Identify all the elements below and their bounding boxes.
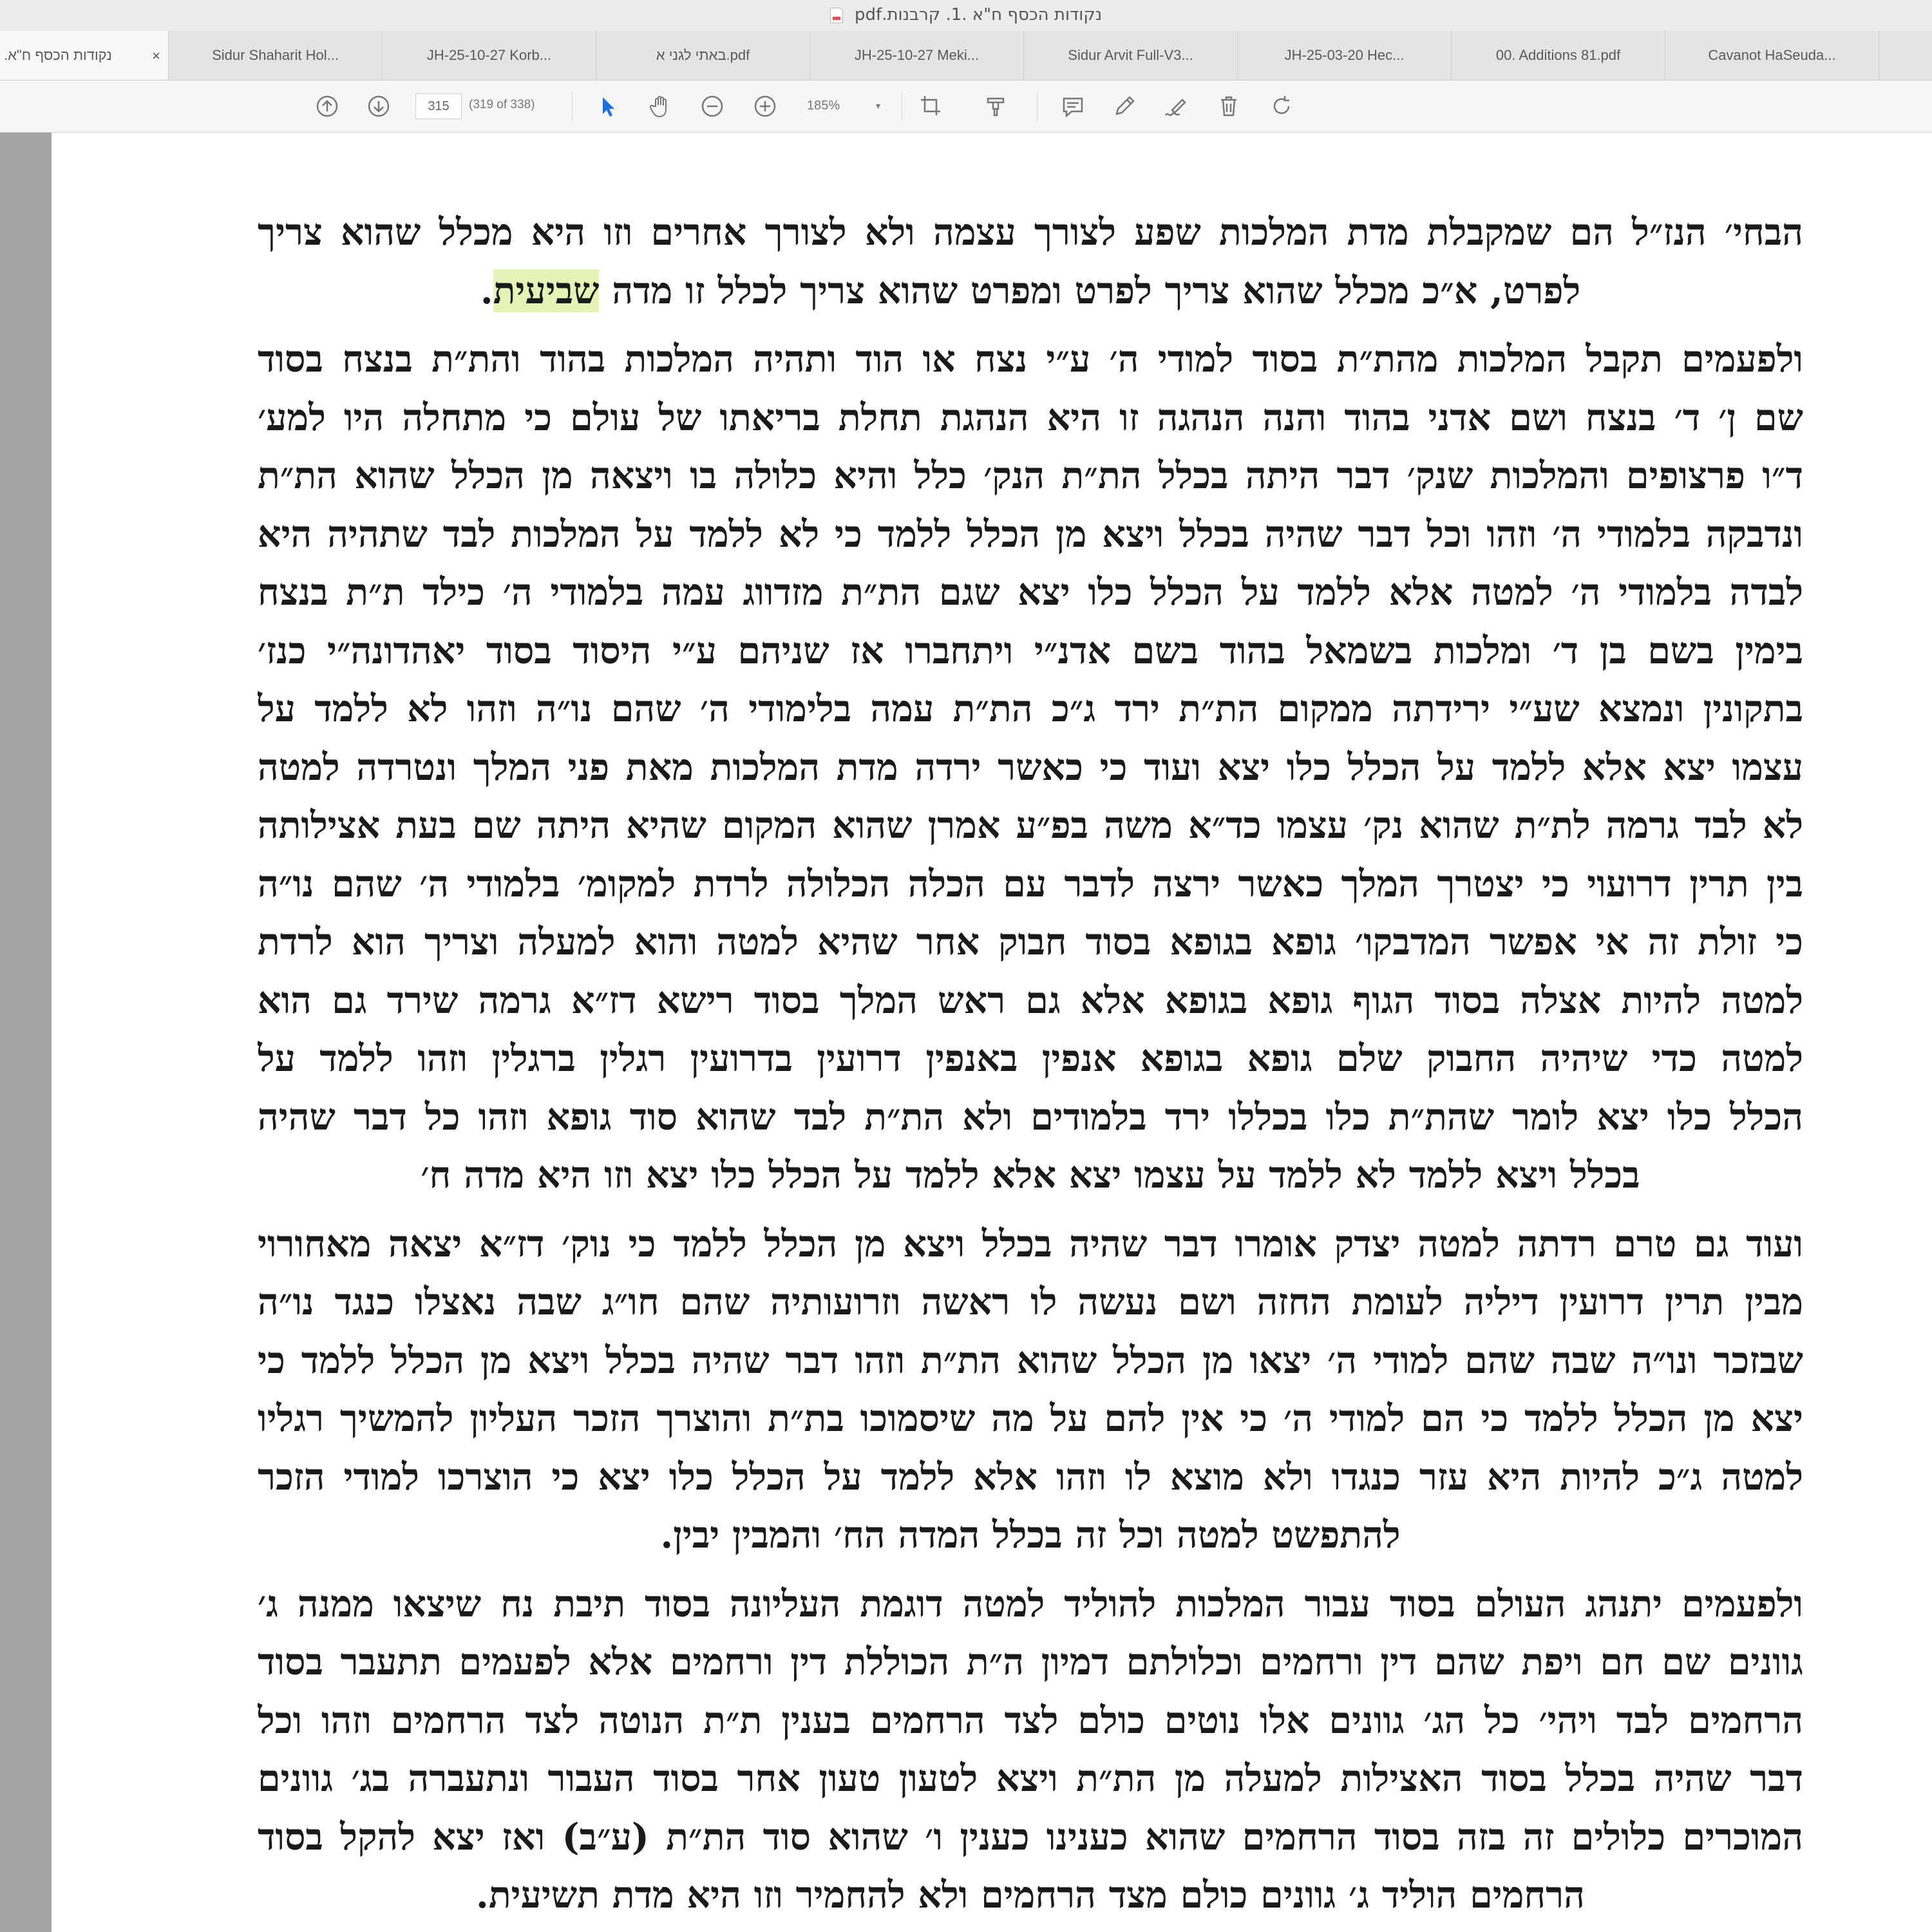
text-line: למטה כדי שיהיה החבוק שלם גופא בגופא אנפין באנפין דרועין בדרועין רגלין ברגלין וזהו ללמד על: [258, 1037, 1803, 1080]
tab-nekudot-hakesef[interactable]: [0, 31, 169, 80]
text-line: שם ן׳ ד׳ בנצח ושם אדני בהוד והנה הנהגה זו היא הנהגת תחלת בריאתו של עולם כי מתחלה היו למע׳: [258, 395, 1803, 439]
zoom-value: 185%: [807, 98, 840, 113]
highlight-tool-icon[interactable]: [979, 90, 1012, 123]
rotate-icon[interactable]: [1265, 90, 1299, 123]
zoom-out-icon[interactable]: [696, 90, 729, 123]
text-line: יצא מן הכלל ללמד כי הם למודי ה׳ כי אין להם על מה שיסמוכו בת״ת והוצרך הזכר העליון להמשיך רגליו: [258, 1397, 1803, 1440]
pdf-document-icon: [830, 8, 843, 23]
tab-label: נקודות הכסף ח"א.: [4, 47, 112, 63]
paragraph-2: [258, 330, 1803, 1205]
text-line: הבחי׳ הנז״ל הם שמקבלת מדת המלכות שפע לצורך עצמה ולא לצורך אחרים וזו היא מכלל שהוא צריך: [258, 211, 1803, 254]
text-line: למטה להיות אצלה בסוד הגוף גופא בגופא אלא גם ראש המלך בסוד רישא דז״א גרמה שירד גם הוא: [258, 978, 1803, 1022]
tab-sidur-shaharit[interactable]: [169, 31, 383, 80]
tab-bati-legani[interactable]: [596, 31, 810, 80]
text-line: גוונים שם חם ויפת שהם דין ורחמים וכלולתם דמיון ה״ת הכוללת דין ורחמים אלא לפעמים תתעבר בסוד: [258, 1640, 1803, 1683]
tab-jh-meki[interactable]: [810, 31, 1024, 80]
text-line: הכלל כלו יצא לומר שהת״ת כלו בכללו ירד בלמודים ולא הת״ת לבד שהוא סוד גופא וזהו כל דבר שהיה: [258, 1095, 1803, 1139]
page-number-value: 315: [428, 99, 450, 113]
toolbar-divider: [572, 92, 573, 120]
text-line: לבדה בלמודי ה׳ למטה אלא ללמד על הכלל כלו יצא שגם הת״ת מזדווג עמה בלמודי ה׳ כילד ת״ת בנצח: [258, 571, 1803, 614]
zoom-in-icon[interactable]: [748, 90, 782, 123]
toolbar: [0, 80, 1932, 133]
sidebar-gutter: [0, 133, 52, 1932]
tab-sidur-arvit[interactable]: [1024, 31, 1238, 80]
text-line: בימין בשם בן ד׳ ומלכות בשמאל בהוד בשם אדנ״י ויתחברו אז שניהם ע״י היסוד בסוד יאהדונה״י כנז׳: [258, 629, 1803, 672]
text-line: עצמו יצא אלא ללמד על הכלל כלו יצא ועוד כי כאשר ירדה מדת המלכות מאת פני המלך ונטרדה למטה: [258, 745, 1803, 789]
paragraph-1: [258, 204, 1803, 320]
paragraph-4: [258, 1575, 1803, 1925]
zoom-select[interactable]: [802, 93, 886, 118]
hand-tool-icon[interactable]: [644, 90, 677, 123]
tab-label: 00. Additions 81.pdf: [1495, 47, 1621, 63]
window-title-text: נקודות הכסף ח"א .1. קרבנות.pdf: [855, 5, 1103, 24]
text-line: דבר שהיה בכלל בסוד האצילות למעלה מן הת״ת ויצא לטעון טעון אחר בסוד העבור ונתעברה בג׳ גוונים: [258, 1757, 1803, 1800]
text-line: להתפשט למטה וכל זה בכלל המדה הח׳ והמבין יבין.: [660, 1513, 1401, 1557]
tab-cavanot-haseuda[interactable]: [1665, 31, 1879, 80]
text-line: ולפעמים יתנהג העולם בסוד עבור המלכות להוליד למטה דוגמת העליונה בסוד תיבת נח שיצאו ממנה ג׳: [258, 1582, 1803, 1625]
window-title-bar: [0, 0, 1932, 32]
text-line: הרחמים לבד ויהי׳ כל הג׳ גוונים אלו נוטים כולם לצד הרחמים בענין ת״ת הנוטה לצד הרחמים וזהו וכל: [258, 1698, 1803, 1742]
text-line: ד״ו פרצופים והמלכות שנק׳ דבר היתה בכלל הת״ת הנק׳ כלל והיא כלולה בו ויצאה מן הכלל שהוא הת״ת: [258, 454, 1803, 497]
highlighted-text: שביעית: [493, 269, 600, 312]
close-tab-icon[interactable]: ×: [152, 48, 160, 64]
text-line: מבין תרין דרועין דיליה לעומת החזה ושם נעשה לו ראשה וזרועותיה שהם חו״ג שבה נאצלו כנגד נו״ה: [258, 1280, 1803, 1323]
tab-jh-korb[interactable]: [383, 31, 596, 80]
window-title: [0, 5, 1932, 24]
tab-label: JH-25-10-27 Meki...: [854, 47, 980, 63]
tab-label: Cavanot HaSeuda...: [1708, 47, 1836, 63]
text-line: בין תרין דרועוי כי יצטרך המלך כאשר ירצה לדבר עם הכלה הכלולה לרדת למקומ׳ בלמודי ה׳ שהם נו״ה: [258, 862, 1803, 905]
pen-icon[interactable]: [1108, 90, 1141, 123]
text-line: המוכרים כלולים זה בזה בסוד הרחמים שהוא כענינו כענין ו׳ שהוא סוד הת״ת (ע״ב) ואז יצא להקל בסוד: [258, 1815, 1803, 1859]
tab-label: Sidur Shaharit Hol...: [212, 47, 339, 63]
text-line: ועוד גם טרם רדתה למטה יצדק אומרו דבר שהיה בכלל ויצא מן הכלל ללמד כי נוק׳ דז״א יצאה מאחורוי: [258, 1222, 1803, 1265]
crop-icon[interactable]: [914, 90, 948, 123]
text-line: בכלל ויצא ללמד לא ללמד על עצמו יצא אלא ללמד על הכלל כלו יצא וזו היא מדה ח׳: [421, 1153, 1640, 1197]
text-line: כי זולת זה אי אפשר המדבקו׳ גופא בגופא בסוד חבוק אחר שהיא למטה והוא למעלה וצריך הוא לרדת: [258, 920, 1803, 963]
tab-strip: [0, 31, 1932, 80]
comment-icon[interactable]: [1056, 90, 1090, 123]
text-line: ולפעמים תקבל המלכות מהת״ת בסוד למודי ה׳ ע״י נצח או הוד ותהיה המלכות בהוד והת״ת בנצח בסוד: [258, 337, 1803, 381]
pdf-page: [52, 133, 1932, 1932]
tab-additions[interactable]: [1452, 31, 1665, 80]
tab-label: Sidur Arvit Full-V3...: [1068, 47, 1193, 63]
page-down-icon[interactable]: [362, 90, 395, 123]
chevron-down-icon: ▾: [875, 100, 880, 111]
text-line: שבזכר ונו״ה שבה שהם למודי ה׳ יצאו מן הכלל שהוא הת״ת וזהו דבר שהיה בכלל ויצא מן הכלל ללמד כי: [258, 1338, 1803, 1382]
text-line: לפרט, א״כ מכלל שהוא צריך לפרט ומפרט שהוא צריך לכלל זו מדה שביעית.: [480, 269, 1581, 312]
text-line: לא לבד גרמה לת״ת שהוא נק׳ עצמו כד״א משה בפ״ע אמרן שהוא המקום שהיא היתה שם בעת אצילותה: [258, 804, 1803, 847]
page-up-icon[interactable]: [310, 90, 344, 123]
paragraph-3: [258, 1215, 1803, 1565]
page-count-label: (319 of 338): [469, 98, 535, 111]
document-text: [258, 204, 1803, 1929]
delete-icon[interactable]: [1212, 90, 1245, 123]
text-line: ונדבקה בלמודי ה׳ וזהו וכל דבר שהיה בכלל ויצא מן הכלל ללמד כי לא ללמד על המלכות לבד שתהיה היא: [258, 512, 1803, 556]
select-arrow-icon[interactable]: [591, 90, 625, 123]
tab-label: באתי לגני א.pdf: [656, 47, 750, 63]
text-line: בתקונין ונמצא שע״י ירידתה ממקום הת״ת ירד ג״כ הת״ת עמה בלימודי ה׳ שהם נו״ה וזהו לא ללמד על: [258, 687, 1803, 730]
tab-jh-hec[interactable]: [1238, 31, 1452, 80]
page-number-input[interactable]: [415, 93, 462, 119]
text-line: למטה ג״כ להיות היא עזר כנגדו ולא מוצא לו וזהו אלא ללמד על הכלל כלו יצא כי הוצרכו למודי הזכר: [258, 1455, 1803, 1499]
tab-label: JH-25-03-20 Hec...: [1284, 47, 1405, 63]
tab-label: JH-25-10-27 Korb...: [426, 47, 552, 63]
sign-icon[interactable]: [1159, 90, 1193, 123]
text-line: הרחמים הוליד ג׳ גוונים כולם מצד הרחמים ולא להחמיר וזו היא מדת תשיעית.: [476, 1873, 1585, 1917]
